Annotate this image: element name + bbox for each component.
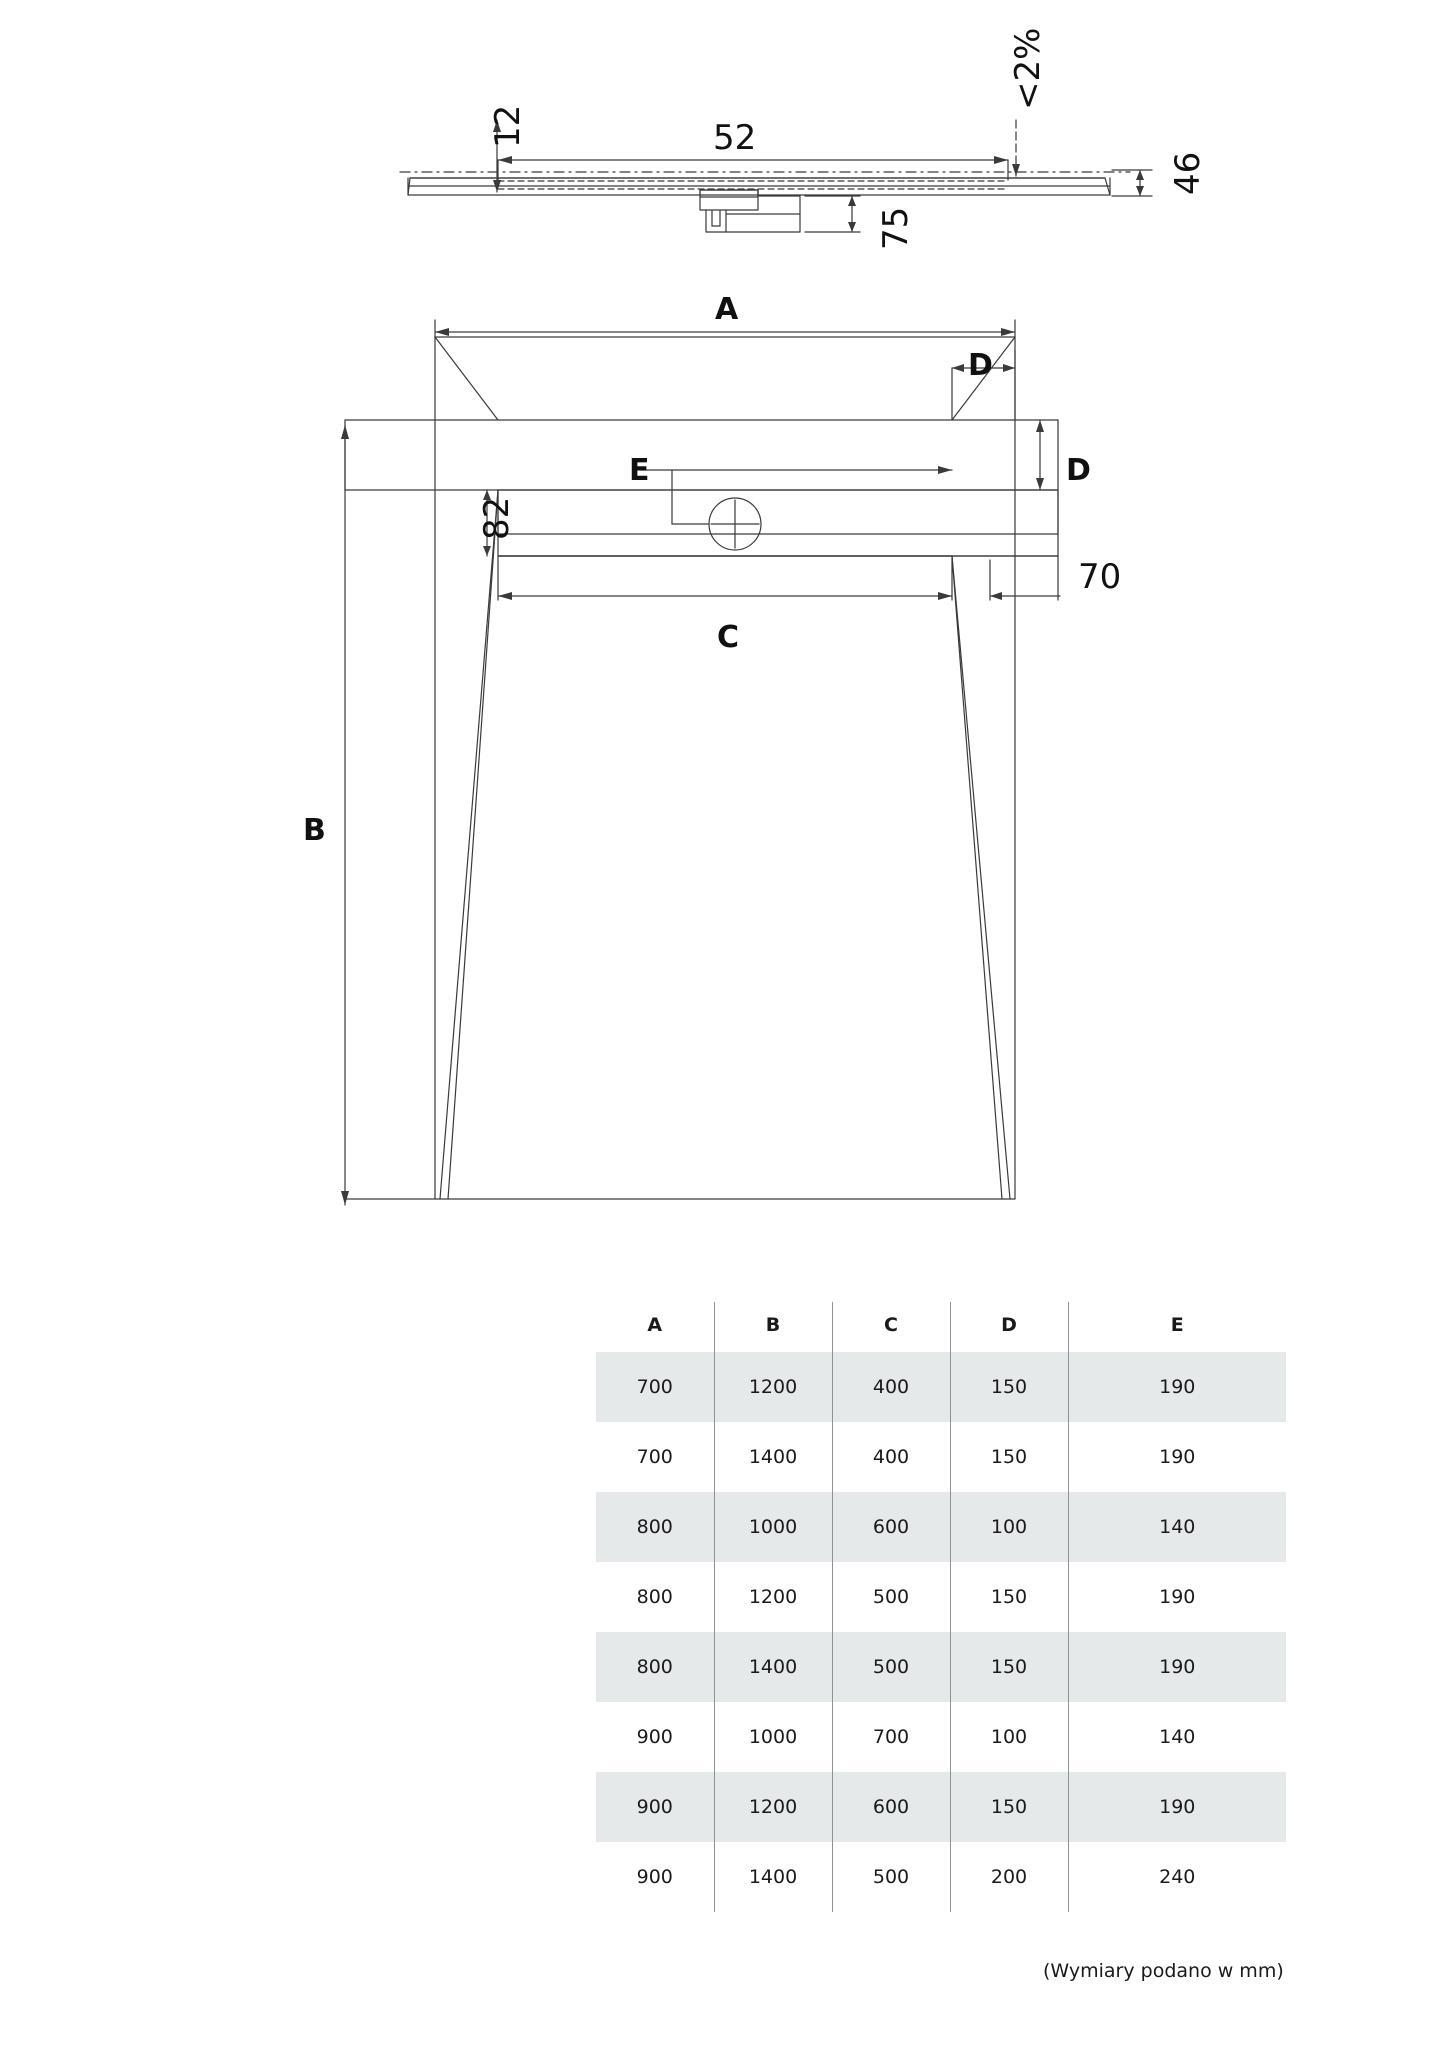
dim-label-70: 70	[1078, 557, 1122, 597]
letter-label-B: B	[303, 813, 326, 848]
letter-label-D-top: D	[968, 348, 993, 383]
table-row	[596, 1492, 1286, 1562]
table-row	[596, 1352, 1286, 1422]
cell-a: 900	[596, 1842, 714, 1912]
cell-c: 400	[832, 1352, 950, 1422]
cell-e: 190	[1068, 1632, 1286, 1702]
table-row	[596, 1632, 1286, 1702]
dim-B	[341, 425, 435, 1205]
cell-d: 150	[950, 1352, 1068, 1422]
cell-a: 900	[596, 1772, 714, 1842]
table-row	[596, 1772, 1286, 1842]
cell-c: 500	[832, 1632, 950, 1702]
dim-label-slope: <2%	[1008, 27, 1048, 110]
cell-d: 100	[950, 1702, 1068, 1772]
cell-b: 1200	[714, 1352, 832, 1422]
cell-e: 190	[1068, 1772, 1286, 1842]
cell-a: 800	[596, 1492, 714, 1562]
letter-label-E: E	[629, 453, 650, 488]
cell-d: 150	[950, 1422, 1068, 1492]
dim-D-right	[1036, 420, 1044, 490]
cell-e: 190	[1068, 1422, 1286, 1492]
letter-label-C: C	[717, 620, 740, 655]
cell-b: 1400	[714, 1842, 832, 1912]
cell-a: 800	[596, 1562, 714, 1632]
cell-a: 800	[596, 1632, 714, 1702]
cell-a: 700	[596, 1352, 714, 1422]
cell-c: 700	[832, 1702, 950, 1772]
dim-label-82: 82	[477, 496, 517, 540]
plan-drain	[672, 470, 761, 550]
side-view-drain-trap	[700, 190, 800, 232]
cell-b: 1200	[714, 1562, 832, 1632]
dim-slope	[1012, 120, 1020, 180]
cell-c: 500	[832, 1562, 950, 1632]
table-header-d: D	[950, 1302, 1068, 1352]
table-header-row	[596, 1302, 1286, 1352]
table-row	[596, 1842, 1286, 1912]
plan-slope-lines	[435, 337, 1015, 1199]
cell-c: 500	[832, 1842, 950, 1912]
dim-label-46: 46	[1168, 151, 1208, 195]
units-note: (Wymiary podano w mm)	[1043, 1960, 1284, 1982]
cell-d: 150	[950, 1772, 1068, 1842]
cell-b: 1400	[714, 1632, 832, 1702]
cell-d: 200	[950, 1842, 1068, 1912]
cell-c: 600	[832, 1772, 950, 1842]
dim-label-75: 75	[876, 206, 916, 250]
plan-upper-band	[345, 420, 1058, 490]
dim-52	[498, 156, 1008, 180]
table-header-e: E	[1068, 1302, 1286, 1352]
cell-e: 140	[1068, 1702, 1286, 1772]
table-row	[596, 1422, 1286, 1492]
cell-e: 190	[1068, 1562, 1286, 1632]
cell-d: 150	[950, 1632, 1068, 1702]
dim-label-52: 52	[713, 118, 757, 158]
cell-b: 1000	[714, 1702, 832, 1772]
dim-E	[640, 466, 952, 474]
cell-d: 100	[950, 1492, 1068, 1562]
cell-b: 1000	[714, 1492, 832, 1562]
cell-d: 150	[950, 1562, 1068, 1632]
cell-a: 700	[596, 1422, 714, 1492]
letter-label-A: A	[715, 292, 739, 327]
table-header-a: A	[596, 1302, 714, 1352]
cell-c: 600	[832, 1492, 950, 1562]
cell-e: 140	[1068, 1492, 1286, 1562]
dim-75	[805, 196, 860, 232]
cell-a: 900	[596, 1702, 714, 1772]
dim-label-12: 12	[488, 104, 528, 148]
side-view-hidden-lines	[498, 181, 1008, 189]
cell-b: 1400	[714, 1422, 832, 1492]
cell-c: 400	[832, 1422, 950, 1492]
plan-channel	[498, 490, 1058, 556]
cell-e: 240	[1068, 1842, 1286, 1912]
table-header-c: C	[832, 1302, 950, 1352]
table-row	[596, 1702, 1286, 1772]
table-header-b: B	[714, 1302, 832, 1352]
dim-46	[1112, 170, 1152, 196]
table-row	[596, 1562, 1286, 1632]
dim-70	[990, 556, 1060, 600]
plan-outer-rect	[435, 337, 1015, 1199]
cell-b: 1200	[714, 1772, 832, 1842]
letter-label-D-right: D	[1066, 453, 1091, 488]
dim-C	[498, 556, 952, 600]
cell-e: 190	[1068, 1352, 1286, 1422]
dimensions-table	[596, 1302, 1286, 1912]
